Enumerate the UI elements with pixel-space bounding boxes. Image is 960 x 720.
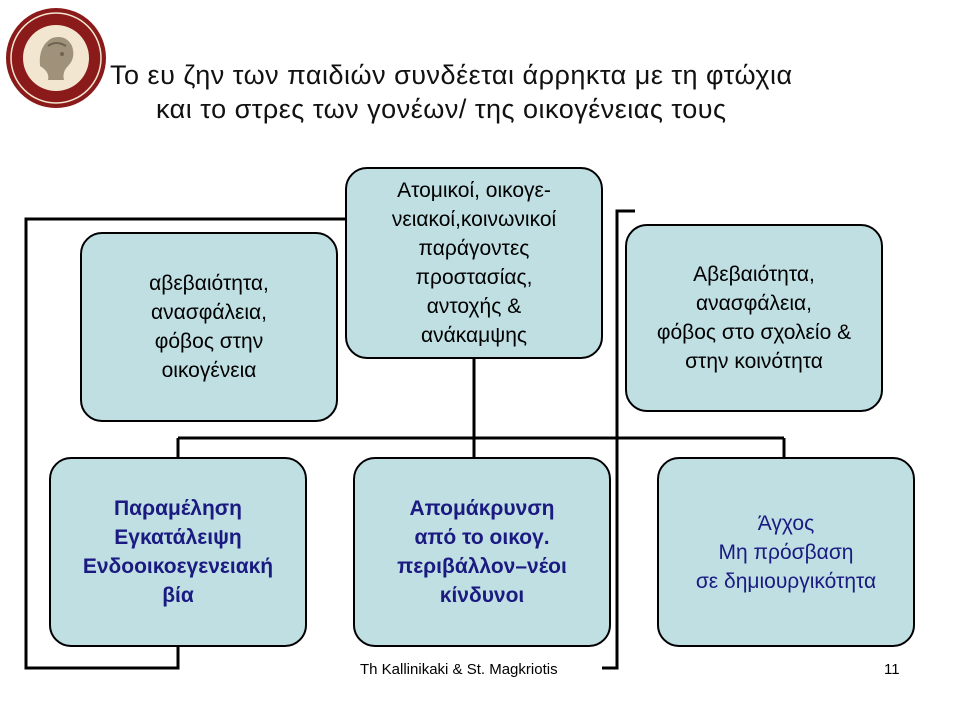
- box-line: Άγχος: [757, 511, 815, 535]
- box-line: φόβος στο σχολείο &: [656, 321, 852, 344]
- box-line: Απομάκρυνση: [409, 497, 555, 520]
- box-line: Παραμέληση: [114, 497, 242, 520]
- box-line: παράγοντες: [418, 237, 530, 260]
- box-line: φόβος στην: [154, 330, 264, 353]
- family-insecurity-box: [80, 232, 338, 422]
- box-line: Ενδοοικοεγενειακή: [82, 555, 274, 578]
- box-line: βία: [162, 584, 194, 607]
- box-line: περιβάλλον–νέοι: [397, 555, 567, 578]
- school-community-insecurity-box: [625, 224, 883, 412]
- box-line: σε δημιουργικότητα: [695, 569, 877, 593]
- box-line: Μη πρόσβαση: [718, 540, 854, 564]
- protective-factors-box: [345, 167, 603, 359]
- box-line: οικογένεια: [161, 359, 257, 382]
- anxiety-creativity-box: [657, 457, 915, 647]
- box-line: Ατομικοί, οικογε-: [397, 179, 551, 202]
- box-line: αβεβαιότητα,: [149, 272, 269, 295]
- title-line-2: και το στρες των γονέων/ της οικογένειας τους: [156, 94, 727, 124]
- removal-risks-box: [353, 457, 611, 647]
- box-line: αντοχής &: [426, 295, 522, 318]
- box-line: Εγκατάλειψη: [114, 526, 242, 549]
- box-line: νειακοί,κοινωνικοί: [391, 208, 557, 231]
- slide-number: 11: [884, 661, 900, 678]
- box-line: κίνδυνοι: [439, 584, 525, 607]
- box-line: από το οικογ.: [414, 526, 550, 549]
- box-line: προστασίας,: [415, 266, 533, 289]
- title-line-1: Το ευ ζην των παιδιών συνδέεται άρρηκτα με τη φτώχια: [110, 60, 793, 90]
- box-line: ανασφάλεια,: [695, 292, 812, 315]
- box-line: στην κοινότητα: [685, 350, 823, 373]
- box-line: Αβεβαιότητα,: [693, 263, 815, 286]
- box-line: ανασφάλεια,: [150, 301, 267, 324]
- box-line: ανάκαμψης: [420, 324, 528, 347]
- footer-authors: Th Kallinikaki & St. Magkriotis: [360, 661, 558, 678]
- neglect-abuse-box: [49, 457, 307, 647]
